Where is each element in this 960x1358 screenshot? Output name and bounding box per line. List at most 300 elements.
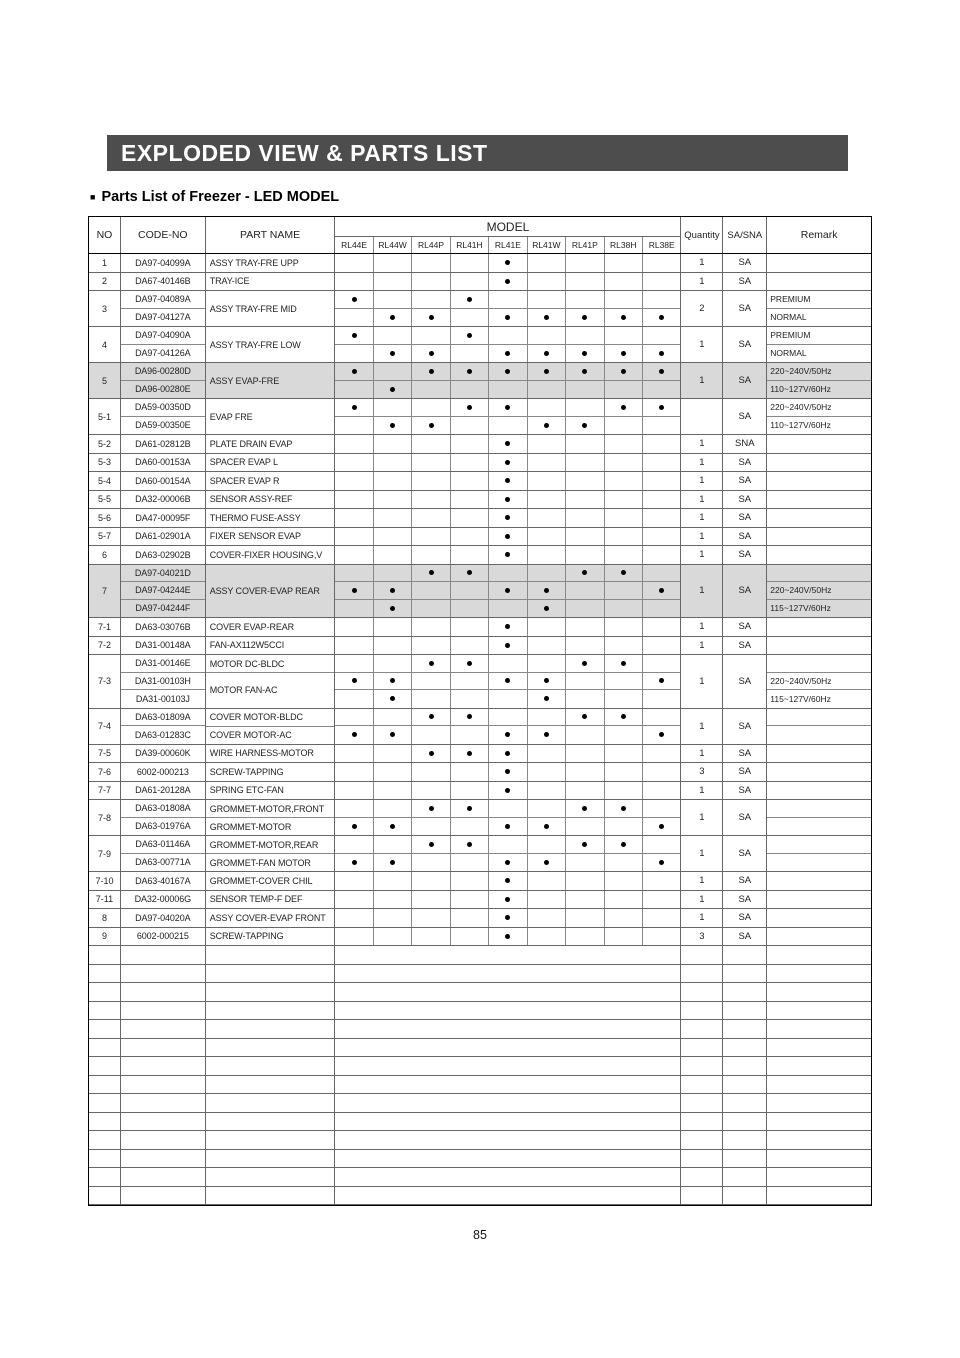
- model-mark: [335, 854, 372, 872]
- model-mark: [335, 800, 372, 818]
- model-mark: [412, 291, 449, 309]
- model-col-rl44w: [374, 782, 412, 800]
- model-col-rl41p: [566, 618, 604, 636]
- model-mark: [489, 327, 526, 345]
- model-marks: [335, 800, 681, 835]
- row-number: [89, 1076, 121, 1094]
- model-mark: [528, 854, 565, 872]
- remark-value: [767, 637, 871, 655]
- remark-value: 115~127V/60Hz: [770, 693, 831, 704]
- part-cell: [206, 763, 336, 781]
- model-mark: [643, 417, 680, 435]
- model-col-rl41h: [451, 327, 489, 362]
- code-value: DA31-00103H: [121, 673, 205, 691]
- bullet-dot-icon: [390, 315, 395, 320]
- model-mark: [489, 782, 526, 800]
- model-mark: [566, 618, 603, 636]
- model-col-rl44p: [412, 836, 450, 871]
- code-value: DA60-00154A: [135, 475, 191, 486]
- model-col-rl38e: [643, 909, 680, 927]
- row-number: [89, 1002, 121, 1020]
- bullet-dot-icon: [352, 369, 357, 374]
- model-mark: [451, 618, 488, 636]
- model-mark: [489, 872, 526, 890]
- model-col-rl38h: [605, 836, 643, 871]
- bullet-dot-icon: [544, 824, 549, 829]
- remark-value: [767, 254, 871, 272]
- model-mark: [489, 637, 526, 655]
- code-cell: [121, 254, 206, 272]
- model-marks: [335, 836, 681, 871]
- part-cell: [206, 472, 336, 490]
- model-mark: [605, 690, 642, 708]
- model-col-rl44w: [374, 435, 412, 453]
- code-cell: [121, 1094, 206, 1112]
- bullet-dot-icon: [659, 824, 664, 829]
- model-mark: [605, 472, 642, 490]
- model-mark: [374, 600, 411, 618]
- model-mark: [335, 690, 372, 708]
- model-col-rl44e: [335, 454, 373, 472]
- model-mark: [412, 528, 449, 546]
- sa-sna-cell: [723, 1020, 767, 1038]
- model-mark: [412, 435, 449, 453]
- model-mark: [451, 836, 488, 854]
- row-number: [89, 1113, 121, 1131]
- row-number: 7-10: [89, 872, 121, 890]
- table-row: [89, 399, 871, 435]
- remark-cell: [767, 782, 871, 800]
- model-mark: [605, 726, 642, 744]
- model-col-rl38h: [605, 528, 643, 546]
- model-mark: [643, 909, 680, 927]
- code-value: DA31-00148A: [135, 640, 191, 651]
- model-mark: [335, 673, 372, 691]
- model-col-rl41h: [451, 491, 489, 509]
- model-mark: [566, 600, 603, 618]
- code-value: DA39-00060K: [135, 748, 191, 759]
- remark-cell: [767, 273, 871, 291]
- model-mark: [451, 726, 488, 744]
- part-cell: [206, 983, 336, 1001]
- model-mark: [643, 928, 680, 946]
- model-marks: [335, 618, 681, 636]
- model-mark: [451, 273, 488, 291]
- model-mark: [451, 565, 488, 583]
- model-col-rl44e: [335, 800, 373, 835]
- model-col-rl41w: [528, 291, 566, 326]
- model-col-rl44p: [412, 763, 450, 781]
- row-number: 7-7: [89, 782, 121, 800]
- model-col-rl41h: [451, 399, 489, 434]
- model-col-rl44e: [335, 435, 373, 453]
- table-row-empty: [89, 1131, 871, 1150]
- table-row: [89, 254, 871, 273]
- code-cell: [121, 872, 206, 890]
- part-cell: [206, 1039, 336, 1057]
- model-mark: [451, 818, 488, 836]
- model-col-rl44p: [412, 637, 450, 655]
- model-mark: [374, 417, 411, 435]
- model-mark: [335, 381, 372, 399]
- code-cell: [121, 782, 206, 800]
- code-value: DA32-00006B: [135, 494, 191, 505]
- model-mark: [489, 565, 526, 583]
- model-mark: [643, 836, 680, 854]
- code-cell: [121, 983, 206, 1001]
- bullet-dot-icon: [582, 423, 587, 428]
- model-col-rl44w: [374, 637, 412, 655]
- bullet-dot-icon: [429, 570, 434, 575]
- part-name: ASSY TRAY-FRE LOW: [209, 339, 301, 350]
- model-col-rl44e: [335, 782, 373, 800]
- bullet-dot-icon: [352, 297, 357, 302]
- model-mark: [451, 435, 488, 453]
- model-col-rl41p: [566, 565, 604, 618]
- remark-cell: [767, 1057, 871, 1075]
- model-mark: [451, 417, 488, 435]
- code-cell: [121, 291, 206, 326]
- sa-sna-cell: SA: [723, 800, 767, 835]
- model-mark: [451, 491, 488, 509]
- model-col-rl41e: [489, 565, 527, 618]
- model-col-rl41h: [451, 618, 489, 636]
- model-mark: [643, 435, 680, 453]
- header-part-name: PART NAME: [206, 217, 336, 253]
- model-mark: [412, 726, 449, 744]
- model-marks: [335, 637, 681, 655]
- row-number: 5-5: [89, 491, 121, 509]
- sa-sna-cell: [723, 1076, 767, 1094]
- model-mark: [566, 872, 603, 890]
- model-mark: [335, 872, 372, 890]
- model-col-rl38e: [643, 509, 680, 527]
- model-mark: [489, 818, 526, 836]
- model-mark: [335, 546, 372, 564]
- bullet-dot-icon: [390, 606, 395, 611]
- bullet-dot-icon: [467, 570, 472, 575]
- bullet-dot-icon: [467, 751, 472, 756]
- model-mark: [566, 655, 603, 673]
- model-col-rl44p: [412, 327, 450, 362]
- model-col-rl41h: [451, 509, 489, 527]
- model-col-rl44p: [412, 363, 450, 398]
- bullet-dot-icon: [505, 624, 510, 629]
- model-mark: [412, 565, 449, 583]
- model-mark: [528, 435, 565, 453]
- model-col-rl41w: [528, 909, 566, 927]
- bullet-dot-icon: [390, 678, 395, 683]
- model-col-rl41p: [566, 472, 604, 490]
- model-col-rl41h: [451, 709, 489, 744]
- model-col-rl44e: [335, 528, 373, 546]
- model-col-rl41e: [489, 546, 527, 564]
- model-col-rl44e: [335, 909, 373, 927]
- model-marks: [335, 509, 681, 527]
- model-col-rl44w: [374, 528, 412, 546]
- model-col-rl44w: [374, 745, 412, 763]
- remark-value: 110~127V/60Hz: [770, 384, 831, 395]
- model-mark: [412, 928, 449, 946]
- model-mark: [412, 582, 449, 600]
- remark-cell: [767, 800, 871, 835]
- model-col-rl41e: [489, 928, 527, 946]
- remark-value: [767, 709, 871, 727]
- model-col-rl41h: [451, 546, 489, 564]
- remark-cell: [767, 618, 871, 636]
- model-col-rl38h: [605, 546, 643, 564]
- model-col-rl44p: [412, 745, 450, 763]
- model-mark: [335, 273, 372, 291]
- part-cell: [206, 709, 336, 744]
- model-mark: [643, 745, 680, 763]
- model-col-rl38h: [605, 891, 643, 909]
- bullet-dot-icon: [659, 678, 664, 683]
- remark-cell: [767, 891, 871, 909]
- model-col-rl41p: [566, 327, 604, 362]
- model-mark: [374, 363, 411, 381]
- bullet-dot-icon: [659, 351, 664, 356]
- part-name: ASSY TRAY-FRE MID: [209, 303, 297, 314]
- model-col-rl41h: [451, 800, 489, 835]
- bullet-dot-icon: [429, 842, 434, 847]
- code-value: DA47-00095F: [135, 512, 191, 523]
- row-number: 5-2: [89, 435, 121, 453]
- code-cell: [121, 454, 206, 472]
- model-mark: [566, 836, 603, 854]
- model-col-rl41p: [566, 655, 604, 708]
- model-mark: [451, 872, 488, 890]
- model-col-rl41h: [451, 745, 489, 763]
- model-mark: [374, 435, 411, 453]
- model-col-rl44e: [335, 327, 373, 362]
- bullet-dot-icon: [505, 552, 510, 557]
- bullet-dot-icon: [505, 441, 510, 446]
- model-mark: [412, 745, 449, 763]
- model-mark: [528, 600, 565, 618]
- quantity-cell: 1: [681, 472, 723, 490]
- quantity-cell: [681, 946, 723, 964]
- model-mark: [412, 600, 449, 618]
- code-value: DA97-04020A: [135, 912, 191, 923]
- model-mark: [412, 673, 449, 691]
- sa-sna-cell: SA: [723, 655, 767, 708]
- model-col-rl41w: [528, 491, 566, 509]
- part-cell: [206, 1094, 336, 1112]
- remark-cell: [767, 1076, 871, 1094]
- model-marks: [335, 965, 681, 983]
- sa-sna-cell: SA: [723, 454, 767, 472]
- model-mark: [335, 763, 372, 781]
- sa-sna-cell: [723, 1094, 767, 1112]
- part-cell: [206, 273, 336, 291]
- quantity-cell: [681, 1131, 723, 1149]
- code-value: DA96-00280D: [121, 363, 205, 381]
- model-col-rl38e: [643, 800, 680, 835]
- model-mark: [605, 546, 642, 564]
- table-row: [89, 637, 871, 656]
- bullet-dot-icon: [505, 769, 510, 774]
- model-col-rl38h: [605, 291, 643, 326]
- model-mark: [528, 254, 565, 272]
- table-row-empty: [89, 1039, 871, 1058]
- model-col-rl41w: [528, 836, 566, 871]
- row-number: 3: [89, 291, 121, 326]
- part-cell: [206, 965, 336, 983]
- model-marks: [335, 891, 681, 909]
- model-mark: [489, 690, 526, 708]
- model-mark: [412, 763, 449, 781]
- model-mark: [489, 273, 526, 291]
- model-col-rl41p: [566, 273, 604, 291]
- model-col-rl44w: [374, 273, 412, 291]
- remark-cell: [767, 1039, 871, 1057]
- model-mark: [489, 309, 526, 327]
- table-row-empty: [89, 946, 871, 965]
- model-mark: [643, 618, 680, 636]
- model-marks: [335, 254, 681, 272]
- model-mark: [451, 600, 488, 618]
- model-mark: [566, 582, 603, 600]
- model-mark: [528, 673, 565, 691]
- model-col-rl38e: [643, 928, 680, 946]
- model-col-rl44p: [412, 273, 450, 291]
- part-name: ASSY TRAY-FRE UPP: [209, 257, 299, 268]
- model-mark: [489, 655, 526, 673]
- bullet-dot-icon: [505, 915, 510, 920]
- model-mark: [412, 399, 449, 417]
- remark-cell: [767, 1020, 871, 1038]
- model-mark: [335, 745, 372, 763]
- remark-value: [767, 928, 871, 946]
- model-col-rl38h: [605, 745, 643, 763]
- bullet-dot-icon: [621, 351, 626, 356]
- part-cell: [206, 909, 336, 927]
- model-mark: [643, 345, 680, 363]
- model-mark: [335, 909, 372, 927]
- model-col-rl41h: [451, 435, 489, 453]
- model-mark: [335, 891, 372, 909]
- code-value: DA63-01146A: [121, 836, 205, 854]
- bullet-dot-icon: [352, 678, 357, 683]
- model-mark: [451, 637, 488, 655]
- model-col-rl38e: [643, 435, 680, 453]
- model-mark: [643, 854, 680, 872]
- row-number: 7-11: [89, 891, 121, 909]
- model-mark: [412, 417, 449, 435]
- row-number: 6: [89, 546, 121, 564]
- model-mark: [643, 509, 680, 527]
- model-mark: [605, 618, 642, 636]
- model-col-rl38e: [643, 637, 680, 655]
- model-mark: [374, 546, 411, 564]
- table-row-empty: [89, 1076, 871, 1095]
- quantity-cell: [681, 1113, 723, 1131]
- model-mark: [528, 726, 565, 744]
- row-number: 4: [89, 327, 121, 362]
- remark-cell: [767, 472, 871, 490]
- model-header-rl44w: RL44W: [374, 237, 412, 253]
- bullet-dot-icon: [352, 588, 357, 593]
- part-cell: [206, 1002, 336, 1020]
- model-col-rl41p: [566, 800, 604, 835]
- remark-value: [767, 782, 871, 800]
- model-mark: [335, 309, 372, 327]
- bullet-dot-icon: [582, 315, 587, 320]
- remark-cell: [767, 327, 871, 362]
- model-mark: [605, 763, 642, 781]
- bullet-dot-icon: [467, 842, 472, 847]
- sa-sna-cell: [723, 1168, 767, 1186]
- model-col-rl41w: [528, 872, 566, 890]
- part-cell: [206, 1150, 336, 1168]
- model-col-rl41e: [489, 363, 527, 398]
- model-mark: [566, 363, 603, 381]
- remark-value: [767, 909, 871, 927]
- model-col-rl44w: [374, 872, 412, 890]
- model-mark: [335, 491, 372, 509]
- model-col-rl41p: [566, 763, 604, 781]
- code-value: DA97-04090A: [121, 327, 205, 345]
- part-cell: [206, 565, 336, 618]
- model-mark: [566, 309, 603, 327]
- table-row: [89, 472, 871, 491]
- sa-sna-cell: [723, 1002, 767, 1020]
- sa-sna-cell: SNA: [723, 435, 767, 453]
- model-mark: [489, 763, 526, 781]
- model-col-rl41w: [528, 745, 566, 763]
- model-col-rl41e: [489, 509, 527, 527]
- code-cell: [121, 637, 206, 655]
- model-mark: [451, 763, 488, 781]
- code-cell: [121, 1187, 206, 1205]
- bullet-dot-icon: [621, 570, 626, 575]
- model-marks: [335, 291, 681, 326]
- remark-cell: [767, 655, 871, 708]
- bullet-dot-icon: [390, 351, 395, 356]
- model-marks: [335, 1150, 681, 1168]
- model-marks: [335, 763, 681, 781]
- model-col-rl44w: [374, 909, 412, 927]
- model-col-rl44e: [335, 637, 373, 655]
- parts-table: [88, 216, 872, 1206]
- part-cell: [206, 655, 336, 708]
- bullet-dot-icon: [429, 369, 434, 374]
- bullet-dot-icon: [582, 661, 587, 666]
- model-col-rl41p: [566, 637, 604, 655]
- model-mark: [643, 381, 680, 399]
- model-col-rl38h: [605, 472, 643, 490]
- model-col-rl38h: [605, 454, 643, 472]
- row-number: [89, 1131, 121, 1149]
- model-mark: [605, 600, 642, 618]
- model-col-rl44w: [374, 655, 412, 708]
- model-mark: [528, 381, 565, 399]
- model-mark: [451, 673, 488, 691]
- code-cell: [121, 472, 206, 490]
- model-col-rl41w: [528, 509, 566, 527]
- table-row: [89, 763, 871, 782]
- part-name: MOTOR DC-BLDC: [206, 655, 335, 673]
- row-number: 7-5: [89, 745, 121, 763]
- model-marks: [335, 1131, 681, 1149]
- sa-sna-cell: SA: [723, 509, 767, 527]
- model-mark: [528, 690, 565, 708]
- model-marks: [335, 1113, 681, 1131]
- model-marks: [335, 1168, 681, 1186]
- model-marks: [335, 399, 681, 434]
- row-number: 5-3: [89, 454, 121, 472]
